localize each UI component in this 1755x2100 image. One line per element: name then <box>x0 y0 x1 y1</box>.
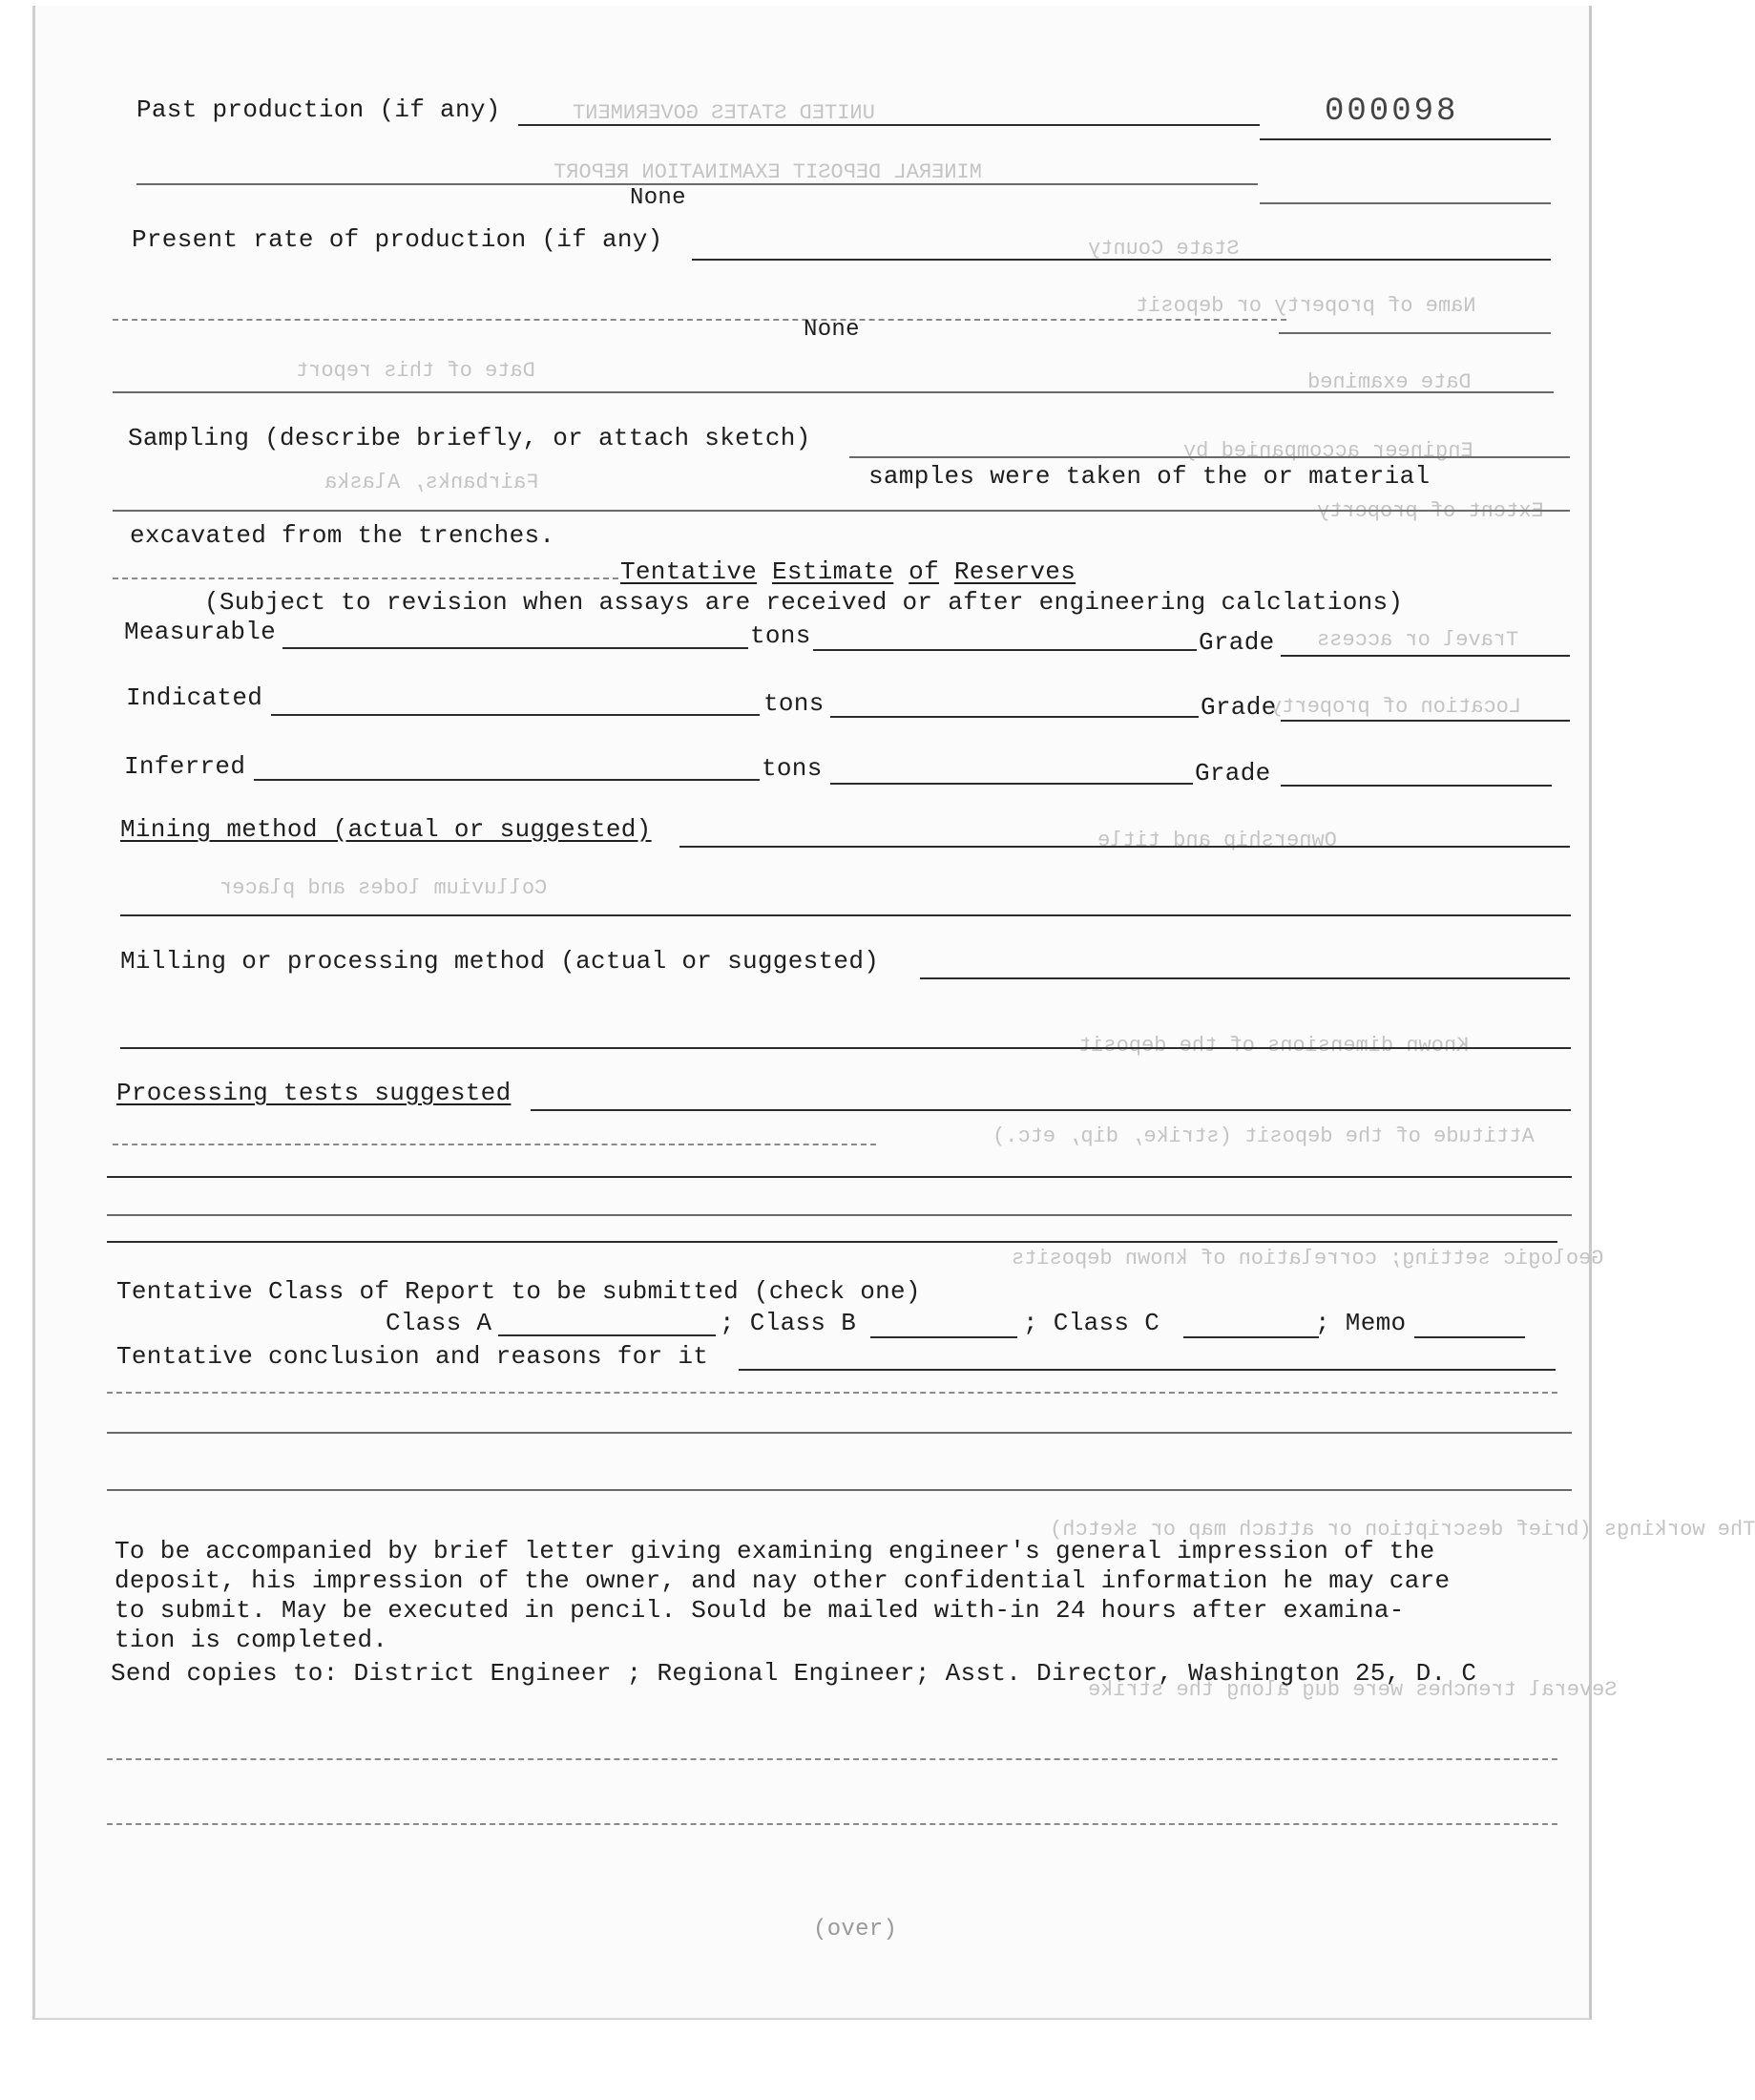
inferred-tons-field[interactable] <box>254 779 760 781</box>
inferred-tons-label: tons <box>762 754 823 783</box>
past-production-label: Past production (if any) <box>136 95 501 124</box>
present-rate-label: Present rate of production (if any) <box>132 225 663 254</box>
bleed-through-text: Extent of property <box>1317 499 1544 523</box>
bleed-through-text: The workings (brief description or attach map or sketch) <box>1050 1518 1755 1542</box>
class-c-label: ; Class C <box>1023 1309 1160 1337</box>
blank-line <box>120 914 1571 916</box>
bleed-through-text: Geologic setting; correlation of known deposits <box>1012 1247 1604 1270</box>
indicated-label: Indicated <box>126 683 263 712</box>
instructions-line-2: deposit, his impression of the owner, and nay other confidential information he may care <box>115 1566 1451 1595</box>
measurable-spacer-line <box>813 649 1197 651</box>
bleed-through-text: Fairbanks, Alaska <box>324 471 539 494</box>
sampling-text[interactable]: samples were taken of the or material <box>868 462 1431 491</box>
past-production-line <box>518 124 1260 126</box>
class-a-checkbox-field[interactable] <box>498 1334 716 1336</box>
blank-line <box>113 319 1286 321</box>
reserves-subtitle: (Subject to revision when assays are received or after engineering calclations) <box>204 588 1404 617</box>
conclusion-field[interactable] <box>739 1369 1556 1371</box>
present-rate-value[interactable]: None <box>804 317 860 343</box>
blank-line <box>107 1214 1572 1216</box>
blank-line <box>136 183 1258 185</box>
memo-label: ; Memo <box>1315 1309 1407 1337</box>
class-a-label: Class A <box>386 1309 492 1337</box>
blank-line <box>113 391 1554 393</box>
mining-method-label: Mining method (actual or suggested) <box>120 815 652 844</box>
bleed-through-text: Engineer accompanied by <box>1183 439 1473 463</box>
inferred-label: Inferred <box>124 752 246 781</box>
memo-checkbox-field[interactable] <box>1414 1336 1525 1338</box>
send-copies-text: Send copies to: District Engineer ; Regional Engineer; Asst. Director, Washington 25, D. C <box>111 1659 1477 1688</box>
bleed-through-text: Travel or access <box>1317 628 1519 652</box>
footer-over: (over) <box>813 1917 898 1942</box>
inferred-grade-label: Grade <box>1195 759 1271 788</box>
conclusion-label: Tentative conclusion and reasons for it <box>116 1342 709 1371</box>
instructions-line-3: to submit. May be executed in pencil. Sould be mailed with-in 24 hours after examina- <box>115 1596 1405 1625</box>
past-production-value[interactable]: None <box>630 185 686 211</box>
blank-line <box>113 578 618 579</box>
bleed-through-text: State County <box>1088 237 1240 261</box>
sampling-label: Sampling (describe briefly, or attach sketch) <box>128 424 811 452</box>
bleed-through-text: UNITED STATES GOVERNMENT <box>573 101 875 125</box>
blank-line <box>1260 202 1551 204</box>
present-rate-line <box>692 259 1551 261</box>
blank-line <box>113 510 1570 512</box>
sampling-text-continued[interactable]: excavated from the trenches. <box>130 521 555 550</box>
mining-method-field[interactable] <box>679 846 1570 848</box>
bleed-through-text: Attitude of the deposit (strike, dip, etc.) <box>992 1124 1535 1148</box>
bleed-through-text: Name of property or deposit <box>1136 294 1476 318</box>
blank-line <box>120 1047 1571 1049</box>
report-class-label: Tentative Class of Report to be submitted (check one) <box>116 1277 921 1306</box>
blank-line <box>107 1241 1557 1243</box>
bleed-through-text: Several trenches were dug along the strike <box>1088 1678 1618 1702</box>
measurable-label: Measurable <box>124 618 277 646</box>
indicated-tons-label: tons <box>763 689 825 718</box>
measurable-grade-label: Grade <box>1199 628 1275 657</box>
indicated-spacer-line <box>830 716 1199 718</box>
inferred-spacer-line <box>830 783 1193 785</box>
milling-method-field[interactable] <box>920 977 1570 979</box>
inferred-grade-field[interactable] <box>1281 785 1552 787</box>
processing-tests-field[interactable] <box>531 1109 1571 1111</box>
class-b-label: ; Class B <box>720 1309 857 1337</box>
measurable-tons-label: tons <box>750 621 811 650</box>
measurable-grade-field[interactable] <box>1281 655 1570 657</box>
class-c-checkbox-field[interactable] <box>1183 1336 1319 1338</box>
instructions-line-1: To be accompanied by brief letter giving examining engineer's general impression of the <box>115 1537 1435 1565</box>
indicated-tons-field[interactable] <box>271 714 760 716</box>
sampling-line <box>849 456 1570 458</box>
reserves-title: Tentative Estimate of Reserves <box>620 557 1076 586</box>
blank-line <box>107 1489 1572 1491</box>
milling-method-label: Milling or processing method (actual or suggested) <box>120 947 880 976</box>
class-b-checkbox-field[interactable] <box>870 1336 1017 1338</box>
blank-line <box>107 1823 1557 1825</box>
bleed-through-text: MINERAL DEPOSIT EXAMINATION REPORT <box>554 160 982 184</box>
bleed-through-text: Location of property <box>1269 695 1522 719</box>
blank-line <box>1279 332 1551 334</box>
bleed-through-text: Date of this report <box>296 359 535 383</box>
blank-line <box>113 1144 876 1145</box>
processing-tests-label: Processing tests suggested <box>116 1079 512 1107</box>
instructions-line-4: tion is completed. <box>115 1626 388 1654</box>
bleed-through-text: Date examined <box>1307 370 1472 394</box>
past-production-line <box>1260 138 1551 140</box>
measurable-tons-field[interactable] <box>282 647 748 649</box>
blank-line <box>107 1392 1557 1394</box>
bleed-through-text: Known dimensions of the deposit <box>1078 1034 1470 1058</box>
blank-line <box>107 1432 1572 1434</box>
bleed-through-text: Ownership and title <box>1097 829 1337 852</box>
blank-line <box>107 1176 1572 1178</box>
bleed-through-text: Colluvium lodes and placer <box>219 876 548 900</box>
blank-line <box>107 1758 1557 1760</box>
document-number: 000098 <box>1325 94 1459 130</box>
indicated-grade-label: Grade <box>1201 693 1277 722</box>
indicated-grade-field[interactable] <box>1281 720 1570 722</box>
